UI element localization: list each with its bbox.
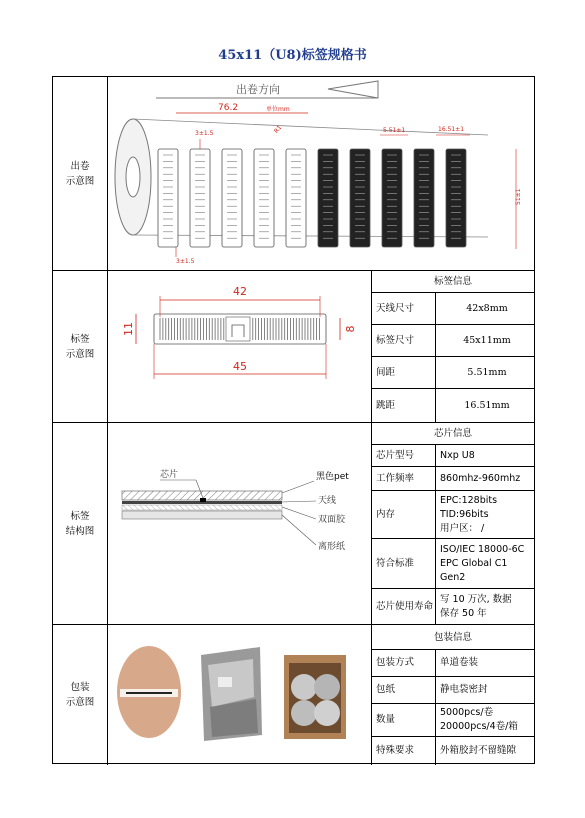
packaging-label: 包装 示意图 bbox=[53, 625, 108, 765]
roll-diagram-cell bbox=[108, 77, 534, 270]
margin-bottom-text: 3±1.5 bbox=[176, 258, 195, 265]
packaging-info-table bbox=[372, 625, 534, 765]
roll-tag bbox=[158, 149, 178, 247]
liner-text: 离形纸 bbox=[318, 542, 346, 552]
structure-diagram-area bbox=[108, 423, 372, 624]
tag-info-row: 天线尺寸 42x8mm bbox=[372, 293, 534, 325]
roll-tag bbox=[382, 149, 402, 247]
tag-content bbox=[108, 271, 534, 422]
document-title: 45x11（U8)标签规格书 bbox=[218, 48, 367, 63]
roll-tag bbox=[350, 149, 370, 247]
packaging-info-row: 包装方式 单道卷装 bbox=[372, 650, 534, 677]
roll-tag bbox=[254, 149, 274, 247]
packaging-photos bbox=[108, 625, 372, 765]
tag-width-text: 45 bbox=[233, 360, 247, 373]
structure-content bbox=[108, 423, 534, 624]
roll-tag bbox=[190, 149, 210, 247]
structure-diagram bbox=[108, 423, 372, 625]
packaging-content bbox=[108, 625, 534, 765]
corner-text: R1 bbox=[272, 124, 284, 135]
roll-tag bbox=[414, 149, 434, 247]
chip-info-row: 内存 EPC:128bits TID:96bits 用户区： / bbox=[372, 491, 534, 539]
packaging-info-title: 包装信息 bbox=[372, 625, 534, 650]
roll-tag bbox=[286, 149, 306, 247]
margin-top-text: 3±1.5 bbox=[195, 130, 214, 137]
tag-row bbox=[53, 271, 534, 423]
packaging-info-row: 包纸 静电袋密封 bbox=[372, 677, 534, 704]
chip-text: 芯片 bbox=[160, 470, 179, 480]
chip-info-title: 芯片信息 bbox=[372, 423, 534, 445]
direction-arrow bbox=[328, 81, 378, 98]
tag-info-row: 间距 5.51mm bbox=[372, 357, 534, 389]
roll-row bbox=[53, 77, 534, 271]
tag-diagram bbox=[108, 271, 372, 423]
tag-info-row: 跳距 16.51mm bbox=[372, 389, 534, 423]
gap-text: 5.51±1 bbox=[383, 127, 406, 134]
tag-height-text: 11 bbox=[122, 322, 135, 336]
direction-text: 出卷方向 bbox=[236, 83, 280, 96]
pet-text: 黑色pet bbox=[316, 472, 349, 482]
height-text: 51±1 bbox=[515, 188, 522, 205]
width-text: 76.2 bbox=[218, 103, 239, 113]
tag-diagram-area bbox=[108, 271, 372, 422]
unit-text: 单位mm bbox=[266, 106, 290, 113]
bag-photo bbox=[198, 637, 264, 745]
chip bbox=[200, 498, 206, 502]
roll-tag bbox=[222, 149, 242, 247]
chip-info-row: 芯片型号 Nxp U8 bbox=[372, 445, 534, 467]
roll-diagram bbox=[108, 77, 534, 271]
spec-table bbox=[52, 76, 535, 764]
packaging-info-row: 特殊要求 外箱胶封不留缝隙 bbox=[372, 737, 534, 765]
roll-photo bbox=[116, 637, 182, 745]
tag-chip-loop bbox=[226, 317, 250, 341]
tag-info-title: 标签信息 bbox=[372, 271, 534, 293]
chip-info-row: 符合标准 ISO/IEC 18000-6C EPC Global C1 Gen2 bbox=[372, 539, 534, 589]
box-photo bbox=[282, 637, 348, 745]
structure-row bbox=[53, 423, 534, 625]
chip-info-row: 芯片使用寿命 写 10 万次, 数据 保存 50 年 bbox=[372, 589, 534, 625]
roll-tag bbox=[446, 149, 466, 247]
antenna-text: 天线 bbox=[318, 496, 337, 506]
antenna-height-text: 8 bbox=[344, 325, 357, 333]
antenna-width-text: 42 bbox=[233, 285, 247, 298]
packaging-row bbox=[53, 625, 534, 765]
chip-info-table bbox=[372, 423, 534, 624]
roll-label: 出卷 示意图 bbox=[53, 77, 108, 270]
liner-layer bbox=[122, 511, 282, 519]
tag-label: 标签 示意图 bbox=[53, 271, 108, 422]
adhesive-text: 双面胶 bbox=[318, 515, 346, 525]
chip-info-row: 工作频率 860mhz-960mhz bbox=[372, 467, 534, 491]
adhesive-layer bbox=[122, 505, 282, 510]
pitch-text: 16.51±1 bbox=[438, 126, 465, 133]
roll-tag bbox=[318, 149, 338, 247]
tag-info-table bbox=[372, 271, 534, 422]
tag-info-row: 标签尺寸 45x11mm bbox=[372, 325, 534, 357]
structure-label: 标签 结构图 bbox=[53, 423, 108, 624]
packaging-info-row: 数量 5000pcs/卷 20000pcs/4卷/箱 bbox=[372, 704, 534, 737]
